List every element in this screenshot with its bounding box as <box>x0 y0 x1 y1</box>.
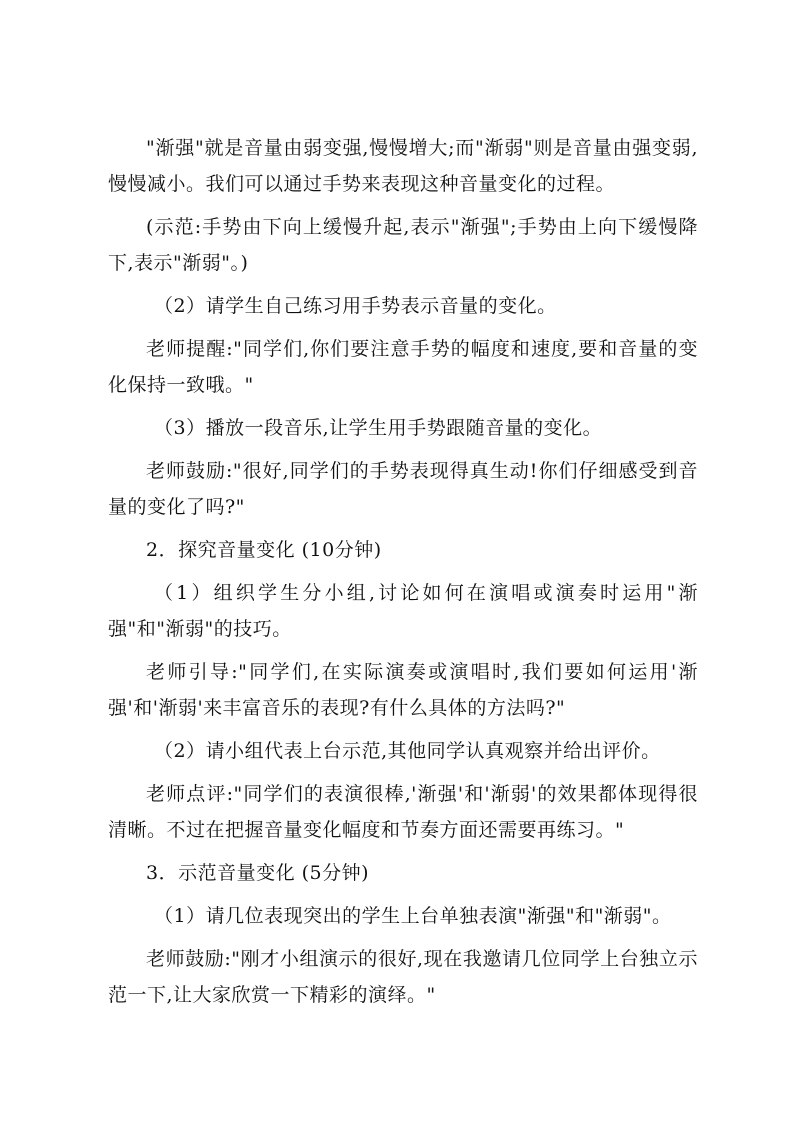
section-heading-demonstrate-volume: 3．示范音量变化 (5分钟) <box>146 862 370 884</box>
paragraph-step-group-discussion: （1）组织学生分小组,讨论如何在演唱或演奏时运用"渐强"和"渐弱"的技巧。 <box>108 582 698 640</box>
paragraph-teacher-comment: 老师点评:"同学们的表演很棒,'渐强'和'渐弱'的效果都体现得很清晰。不过在把握音量变化幅度和节奏方面还需要再练习。" <box>108 783 698 841</box>
paragraph-step-group-demo: （2）请小组代表上台示范,其他同学认真观察并给出评价。 <box>154 740 661 762</box>
section-heading-explore-volume: 2．探究音量变化 (10分钟) <box>146 539 382 561</box>
paragraph-teacher-encouragement: 老师鼓励:"很好,同学们的手势表现得真生动!你们仔细感受到音量的变化了吗?" <box>108 460 698 518</box>
paragraph-step-practice-gestures: （2）请学生自己练习用手势表示音量的变化。 <box>154 295 557 317</box>
paragraph-teacher-guidance: 老师引导:"同学们,在实际演奏或演唱时,我们要如何运用'渐强'和'渐弱'来丰富音乐的表现?有什么具体的方法吗?" <box>108 661 698 719</box>
paragraph-teacher-invitation: 老师鼓励:"刚才小组演示的很好,现在我邀请几位同学上台独立示范一下,让大家欣赏一下精彩的演绎。" <box>108 948 698 1006</box>
paragraph-crescendo-definition: "渐强"就是音量由弱变强,慢慢增大;而"渐弱"则是音量由强变弱,慢慢减小。我们可以通过手势来表现这种音量变化的过程。 <box>108 137 698 195</box>
paragraph-step-play-music: （3）播放一段音乐,让学生用手势跟随音量的变化。 <box>154 417 603 439</box>
document-body <box>108 130 698 1020</box>
paragraph-demonstration-note: (示范:手势由下向上缓慢升起,表示"渐强";手势由上向下缓慢降下,表示"渐弱"。) <box>108 216 698 274</box>
paragraph-teacher-reminder: 老师提醒:"同学们,你们要注意手势的幅度和速度,要和音量的变化保持一致哦。" <box>108 338 698 396</box>
paragraph-step-solo-performance: （1）请几位表现突出的学生上台单独表演"渐强"和"渐弱"。 <box>154 905 672 927</box>
